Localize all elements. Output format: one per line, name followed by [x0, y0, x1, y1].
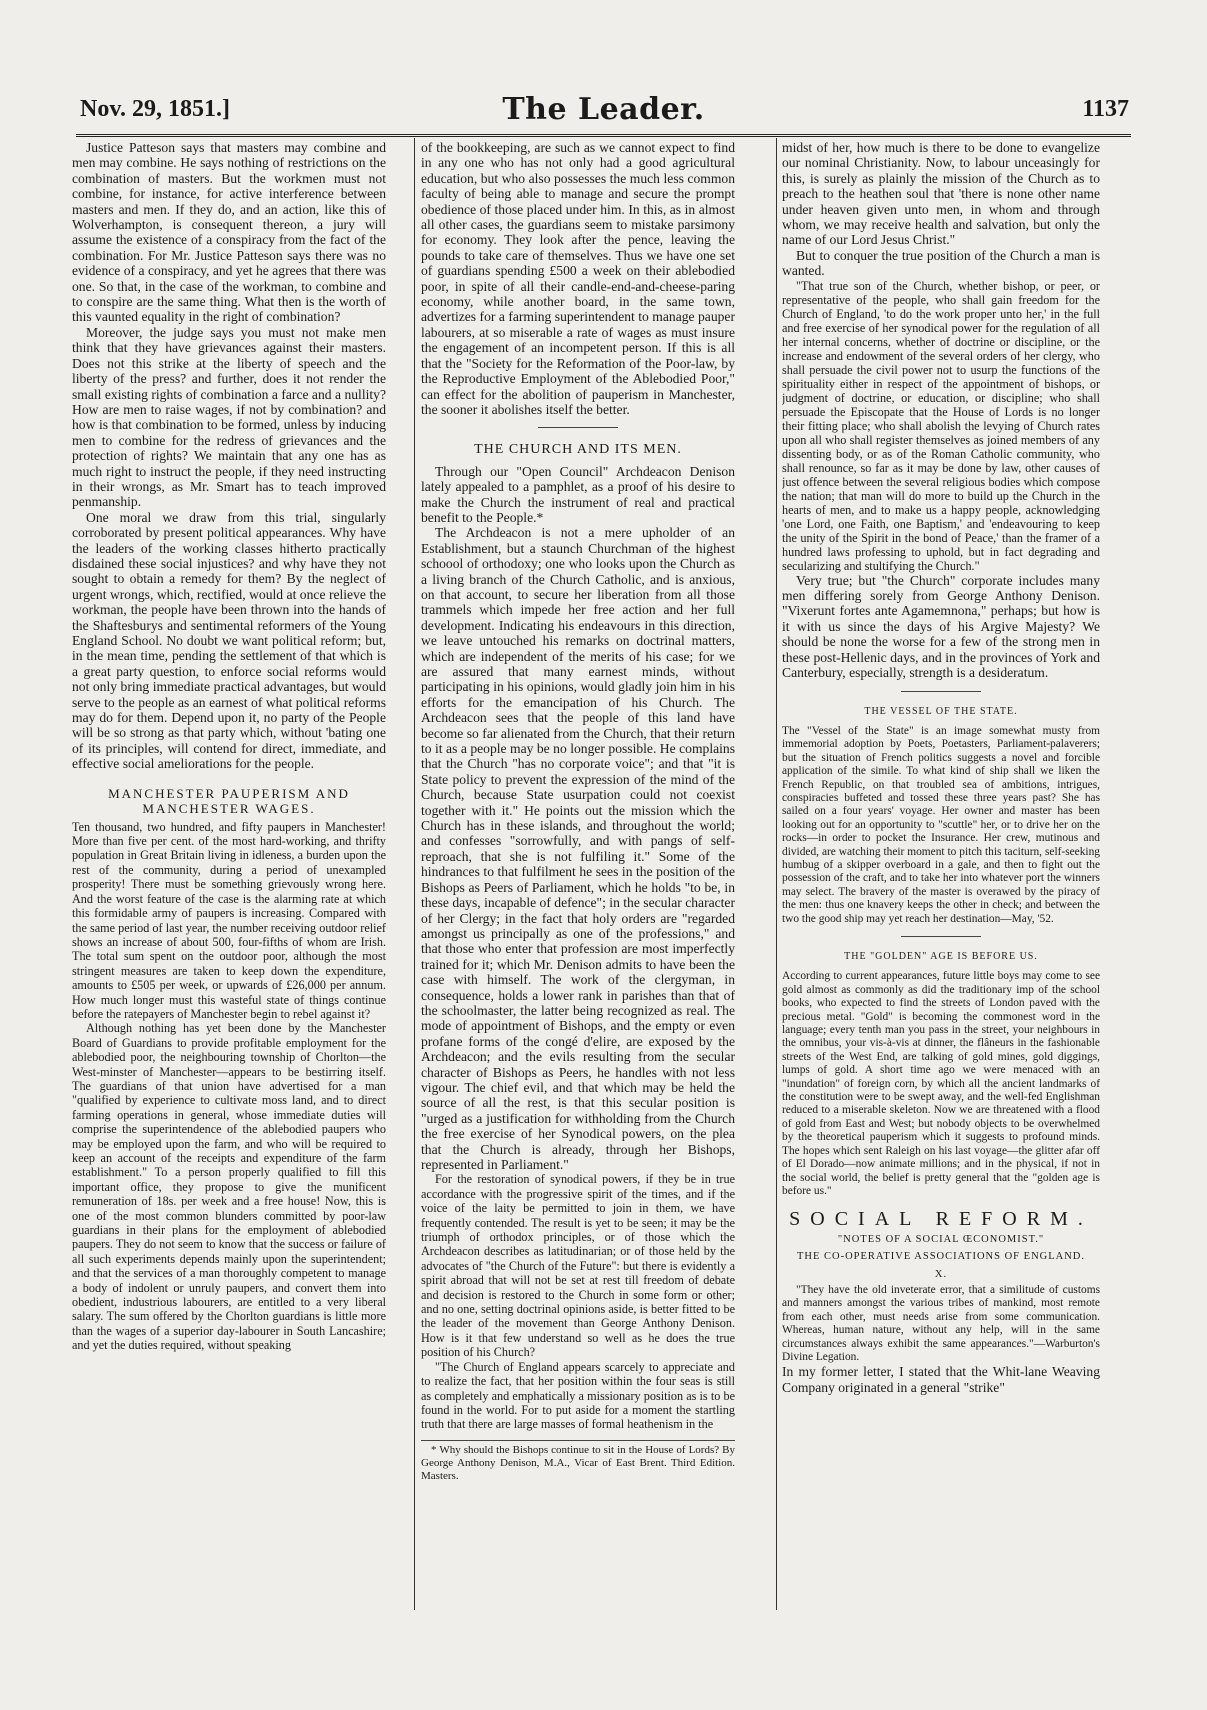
column-1 — [72, 140, 386, 1610]
subheading: "NOTES OF A SOCIAL ŒCONOMIST." — [837, 1233, 1045, 1245]
paragraph: But to conquer the true position of the Church a man is wanted. — [782, 247, 1100, 279]
paragraph: Moreover, the judge says you must not make men think that they have grievances against their masters. Does not this strike at the liberty of speech and the liberty of the press? and further, does it not render the small existing rights of combination a farce and a nullity? How are men to raise wages, if not by combination? and how is that combination to be formed, unless by inducing men to combine for the redress of grievances and the protection of rights? We maintain that any one has as much right to instruct the people, if they need instructing in their wrongs, as Mr. Smart has to teach improved penmanship. — [72, 324, 386, 510]
header-rule — [76, 134, 1131, 137]
paragraph: midst of her, how much is there to be done to evangelize our nominal Christianity. Now, to labour unceasingly for this, is surely as plainly the mission of the Church as to preach to the heathen soul that 'there is none other name under heaven given unto men, in whom and through whom, we may receive health and salvation, but only the name of our Lord Jesus Christ." — [782, 140, 1100, 248]
paragraph: Ten thousand, two hundred, and fifty paupers in Manchester! More than five per cent. of the most hard-working, and thrifty population in Great Britain living in idleness, a burden upon the rest of the community, during a period of unexampled prosperity! There must be something grievously wrong here. And the worst feature of the case is the alarming rate at which this formidable army of paupers is increasing. Compared with the same period of last year, the number receiving outdoor relief shows an increase of about 500, four-fifths of whom are Irish. The total sum spent on the outdoor poor, although the most stringent measures are taken to keep down the expenditure, amounts to £505 per week, or upwards of £26,000 per annum. How much longer must this wasteful state of things continue before the ratepayers of Manchester begin to rebel against it? — [72, 819, 386, 1021]
paragraph: Through our "Open Council" Archdeacon Denison lately appealed to a pamphlet, as a proof of his desire to make the Church the instrument of real and practical benefit to the People.* — [421, 463, 735, 525]
paragraph: Very true; but "the Church" corporate includes many men differing sorely from George Anthony Denison. "Vixerunt fortes ante Agamemnona," perhaps; but how is it with us since the days of his Argive Majesty? We should be none the worse for a few of the strong men in these post-Hellenic days, and in the provinces of York and Canterbury, especially, strength is a desideratum. — [782, 572, 1100, 681]
page-header — [78, 92, 1129, 128]
paragraph: One moral we draw from this trial, singularly corroborated by present political appearances. Why have the leaders of the working classes hitherto practically disdained these social injustices? and why have they not sought to obtain a remedy for them? By the neglect of urgent wrongs, which, rectified, would at once relieve the workman, the people have been thrown into the hands of the Shaftesburys and sentimental reformers of the Young England School. No doubt we want political reform; but, in the mean time, pending the settlement of that which is a great party question, to enforce social reforms would not only bring immediate practical advantages, but would serve to the people as an earnest of what political reforms may do for them. Depend upon it, no party of the People will be so strong as that party which, without 'bating one of its principles, will contend for direct, immediate, and effective social ameliorations for the people. — [72, 509, 386, 772]
letter-number: X. — [934, 1268, 948, 1280]
column-2 — [421, 140, 735, 1610]
masthead-title: The Leader. — [502, 92, 705, 127]
subheading: THE CO-OPERATIVE ASSOCIATIONS OF ENGLAND. — [796, 1251, 1086, 1263]
section-heading: MANCHESTER PAUPERISM AND MANCHESTER WAGES. — [108, 785, 350, 816]
issue-date: Nov. 29, 1851.] — [80, 96, 230, 122]
paragraph: In my former letter, I stated that the Whit-lane Weaving Company originated in a general "strike" — [782, 1364, 1100, 1395]
section-heading: SOCIAL REFORM. — [789, 1208, 1093, 1231]
divider — [901, 691, 981, 692]
quoted-paragraph: "That true son of the Church, whether bishop, or peer, or representative of the people, who shall gain freedom for the Church of England, 'to do the work proper unto her,' in the full and free exercise of her synodical power for the regulation of all her internal concerns, whether of doctrine or discipline, or the increase and endowment of the several orders of her clergy, who shall persuade the civil power not to usurp the functions of the spirituality either in respect of the appointment of bishops, or judgment of doctrine, or education, or discipline; who shall persuade the Episcopate that the House of Lords is no longer their fitting place; who shall abolish the levying of Church rates upon all who shall register themselves as joined members of any dissenting body, or as of the Roman Catholic community, who shall renounce, so far as it may be done by law, other causes of just offence between the several religious bodies which compose the nation; that man will do more to build up the Church in the hearts of men, and to make us a happy people, acknowledging 'one Lord, one Faith, one Baptism,' and 'endeavouring to keep the unity of the Spirit in the bond of Peace,' than the framer of a hundred laws professing to uphold, but in fact degrading and secularizing and stultifying the Church." — [782, 278, 1100, 573]
footnote: * Why should the Bishops continue to sit in the House of Lords? By George Anthony Denison, M.A., Vicar of East Brent. Third Edition. Masters. — [421, 1440, 735, 1483]
section-heading: THE "GOLDEN" AGE IS BEFORE US. — [844, 951, 1038, 962]
divider — [538, 427, 618, 428]
page-number: 1137 — [1082, 96, 1129, 122]
column-divider-2 — [776, 138, 777, 1610]
divider — [901, 936, 981, 937]
paragraph: For the restoration of synodical powers, if they be in true accordance with the progressive spirit of the times, and if the voice of the laity be permitted to join in them, we have frequently contended. The result is yet to be seen; it may be the triumph of orthodox principles, or of those which the Archdeacon describes as latitudinarian; or of those held by the advocates of "the Church of the Future": but there is evidently a spirit abroad that will not be set at rest till freedom of debate and decision is restored to the Church in some form or other; and no one, setting doctrinal opinions aside, is better fitted to be the leader of the movement than George Anthony Denison. How is it that few understand so well as he does the true position of his Church? — [421, 1172, 735, 1360]
paragraph: Although nothing has yet been done by the Manchester Board of Guardians to provide profitable employment for the ablebodied poor, the neighbouring township of Chorlton—the West-minster of Manchester—appears to be bestirring itself. The guardians of that union have advertised for a man "qualified by experience to cultivate moss land, and to direct farming operations in general, whose immediate duties will comprise the superintendence of the ablebodied paupers who may be employed upon the farm, and who will be required to keep an account of the receipts and expenditure of the farm establishment." To a person properly qualified to fill this important office, they propose to give the munificent remuneration of 18s. per week and a free house! Now, this is one of the most common blunders committed by poor-law guardians in their plans for the employment of ablebodied paupers. They do not seem to know that the success or failure of all such experiments depends mainly upon the superintendent; and that the services of a man thoroughly competent to manage a body of indolent or unruly paupers, and convert them into obedient, industrious labourers, are entitled to a very liberal salary. The sum offered by the Chorlton guardians is little more than the wages of a superior day-labourer in South Lancashire; and yet the duties required, without speaking — [72, 1021, 386, 1353]
section-heading: THE VESSEL OF THE STATE. — [864, 705, 1018, 717]
paragraph: "The Church of England appears scarcely to appreciate and to realize the fact, that her position within the four seas is still as completely and emphatically a missionary position as is to be found in the world. For to put aside for a moment the startling truth that there are large masses of formal heathenism in the — [421, 1359, 735, 1432]
paragraph: of the bookkeeping, are such as we cannot expect to find in any one who has not only had a good agricultural education, but who also possesses the much less common faculty of being able to manage and secure the prompt obedience of those placed under him. In this, as in almost all other cases, the guardians seem to mistake parsimony for economy. They look after the pence, leaving the pounds to take care of themselves. Thus we have one set of guardians spending £500 a week on their ablebodied poor, in spite of all their candle-end-and-cheese-paring economy, while another board, in the same town, advertizes for a farming superintendent to manage pauper labourers, at so miserable a rate of wages as must insure the engagement of an incompetent person. If this is all that the "Society for the Reformation of the Poor-law, by the Reproductive Employment of the Ablebodied Poor," can effect for the abolition of pauperism in Manchester, the sooner it abolishes itself the better. — [421, 140, 735, 417]
epigraph: "They have the old inveterate error, that a similitude of customs and manners amongst the various tribes of mankind, most remote from each other, must needs arise from some communication. Whereas, human nature, without any help, will in the same circumstances always exhibit the same appearances."—Warburton's Divine Legation. — [782, 1283, 1100, 1363]
paragraph: Justice Patteson says that masters may combine and men may combine. He says nothing of restrictions on the combination of masters. But the workmen must not combine, for instance, for active interference between masters and men. If they do, and an action, like this of Wolverhampton, is consequent thereon, a jury will assume the existence of a conspiracy from the fact of the combination. For Mr. Justice Patteson says there was no evidence of a conspiracy, and yet he agrees that there was one. So that, in the case of the workman, to combine and to conspire are the same thing. What then is the worth of this vaunted equality in the right of combination? — [72, 140, 386, 325]
paragraph: According to current appearances, future little boys may come to see gold almost as commonly as did the traditionary imp of the school books, who expected to find the streets of London paved with the precious metal. "Gold" is becoming the commonest word in the language; every tenth man you pass in the street, your neighbours in the omnibus, your vis-à-vis at dinner, the flâneurs in the fashionable streets of the West End, are talking of gold mines, gold diggings, lumps of gold. A short time ago we were menaced with an "inundation" of foreign corn, by which all the ancient landmarks of the constitution were to be swept away, and the well-fed Englishman reduced to a miserable skeleton. Now we are threatened with a flood of gold from East and West; but nobody objects to be overwhelmed by the theoretical pauperism which it suggests to profound minds. The hopes which sent Raleigh on his last voyage—the glitter afar off of El Dorado—now animate millions; and in the physical, if not in the social world, the belief is pretty general that the "golden age is before us." — [782, 970, 1100, 1197]
column-3 — [782, 140, 1100, 1610]
paragraph: The Archdeacon is not a mere upholder of an Establishment, but a staunch Churchman of the highest schoool of orthodoxy; one who looks upon the Church as a living branch of the Church Catholic, and is anxious, on that account, to secure her liberation from all those trammels which impede her free action and her full development. Indicating his endeavours in this direction, we leave untouched his remarks on doctrinal matters, which are independent of the merits of his case; for we are assured that many earnest minds, without participating in his opinions, would gladly join him in his efforts for the emancipation of his Church. The Archdeacon sees that the people of this land have become so far alienated from the Church, that their return to it as a people may be no longer possible. He complains that the Church "has no corporate voice"; and that "it is State policy to prevent the expression of the mind of the Church, because State usurpation could not coexist together with it." He points out the mission which the Church has in these islands, and throughout the world; and confesses "sorrowfully, and with pangs of self-reproach, that she is not fulfiling it." Some of the hindrances to that fulfilment he sees in the position of the Bishops as Peers of Parliament, which he holds "to be, in these days, incapable of defence"; in the secular character of her Clergy; in the fact that holy orders are "regarded amongst us principally as one of the professions," and that those who enter that profession are most imperfectly trained for it; which Mr. Denison admits to have been the case with himself. The work of the clergyman, in consequence, holds a lower rank in parishes than that of the schoolmaster, the latter being recognized as real. The mode of appointment of Bishops, and the empty or even profane forms of the congé d'elire, are exposed by the Archdeacon; and the evils resulting from the secular character of Bishops as Peers, he handles with not less vigour. The chief evil, and that which may be held the source of all the rest, is that this secular position is "urged as a justification for withholding from the Church the free exercise of her Synodical powers, on the plea that the Church is already, through her Bishops, represented in Parliament." — [421, 525, 735, 1172]
section-heading: THE CHURCH AND ITS MEN. — [474, 442, 682, 458]
paragraph: The "Vessel of the State" is an image somewhat musty from immemorial adoption by Poets, Poetasters, Parliament-palaverers; but the situation of French politics suggests a novel and forcible application of the simile. To what kind of ship shall we liken the French Republic, on that troubled sea of ambitions, intrigues, conspiracies buffeted and tossed these three years past? She has sailed on a four years' voyage. Her owner and master has been looking out for an opportunity to "scuttle" her, or to drive her on the rocks—in order to pocket the Insurance. Her crew, mutinous and divided, are watching their moment to pitch this taciturn, self-seeking humbug of a skipper overboard in a gale, and then to fight out the possession of the craft, and to take her into whatever port the winners may select. The bravery of the master is overawed by the piracy of the men: thus one knavery keeps the other in check; and between the two the good ship may yet reach her destination—May, '52. — [782, 724, 1100, 925]
column-divider-1 — [414, 138, 415, 1610]
